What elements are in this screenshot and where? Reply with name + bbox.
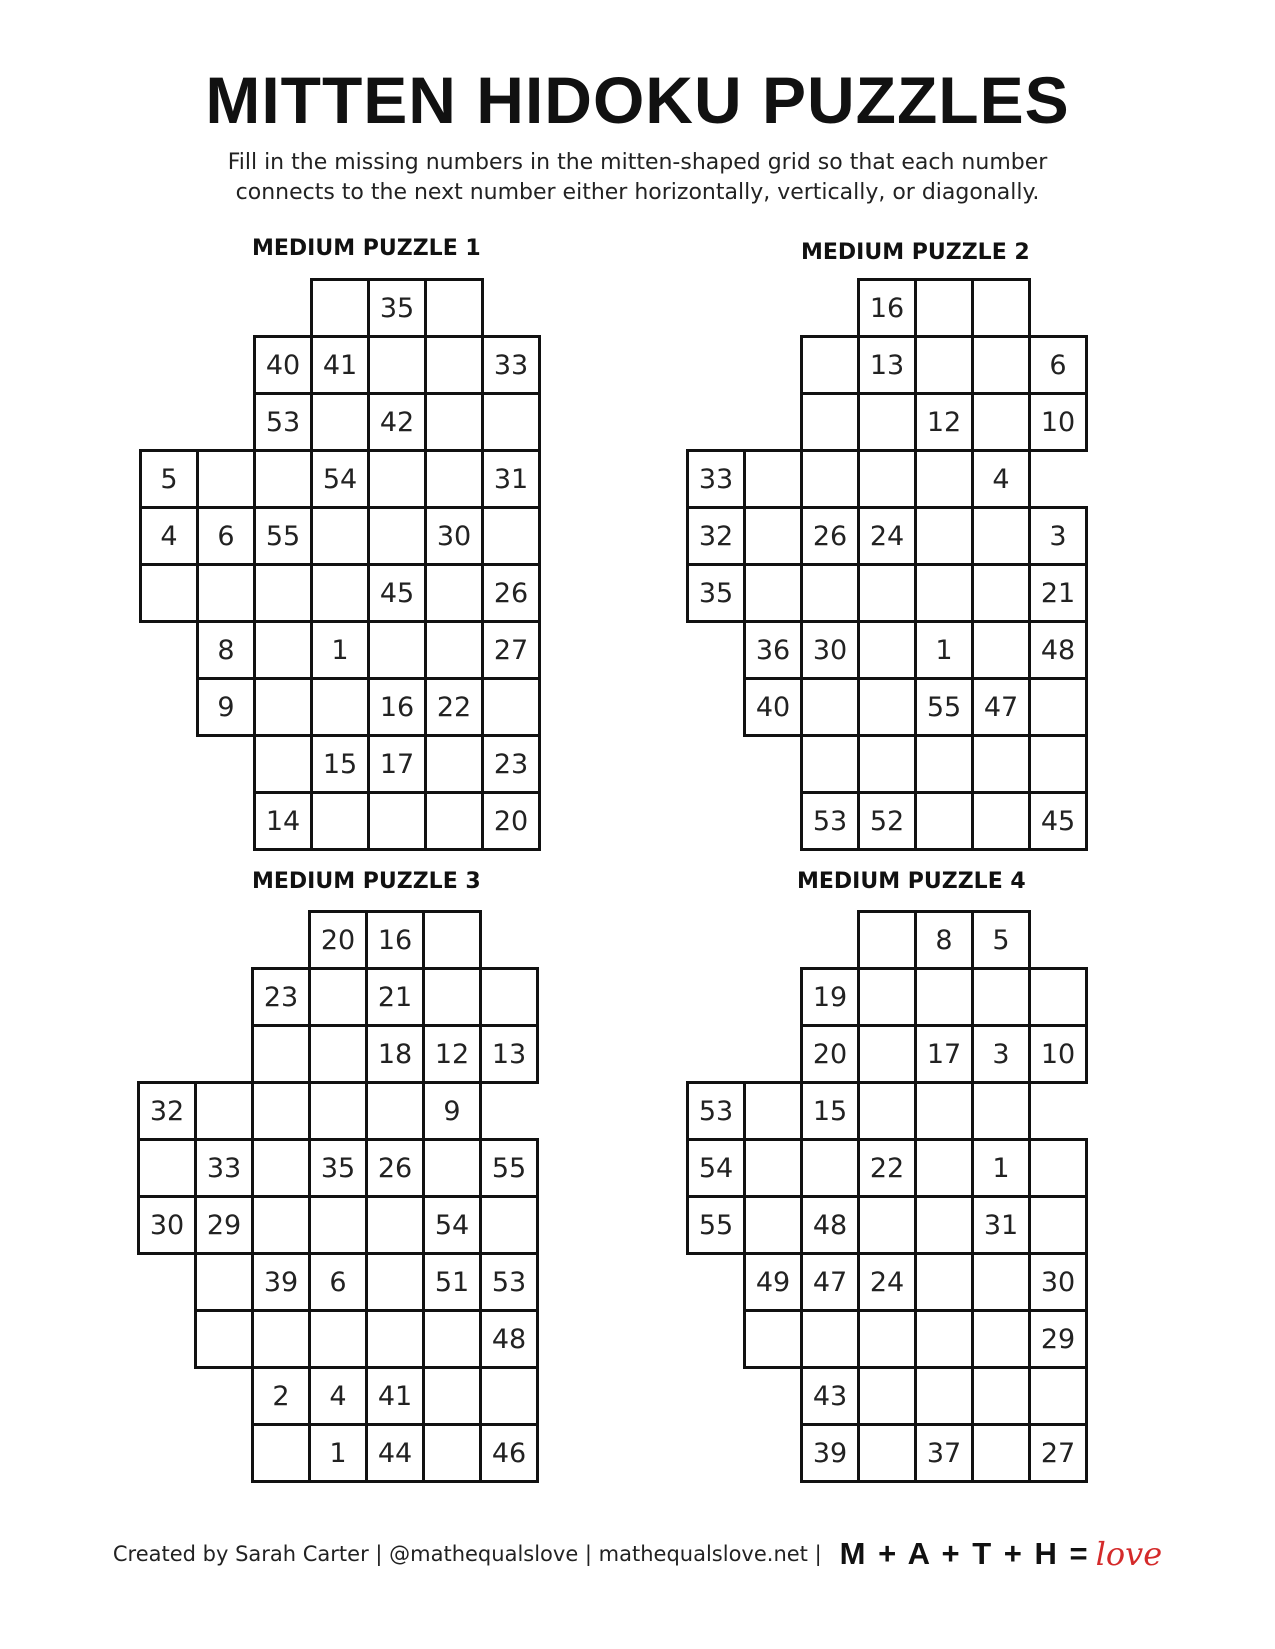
puzzle-2-cell[interactable] [914,563,974,623]
puzzle-3-cell[interactable]: 18 [365,1024,425,1084]
puzzle-1-cell[interactable] [310,677,370,737]
footer [0,1534,1275,1574]
puzzle-1-cell[interactable] [310,278,370,338]
puzzle-2-cell[interactable]: 12 [914,392,974,452]
puzzle-3-cell[interactable] [308,1195,368,1255]
puzzle-3-cell[interactable] [308,1309,368,1369]
puzzle-1-cell[interactable]: 9 [196,677,256,737]
puzzle-1-cell[interactable] [310,791,370,851]
puzzle-2-cell[interactable] [971,620,1031,680]
puzzle-1-cell[interactable]: 22 [424,677,484,737]
puzzle-4-cell[interactable] [914,1309,974,1369]
puzzle-3-cell[interactable]: 4 [308,1366,368,1426]
puzzle-3-cell[interactable]: 46 [479,1423,539,1483]
puzzle-3-cell[interactable] [194,1252,254,1312]
puzzle-2-cell[interactable] [914,335,974,395]
puzzle-1-cell[interactable] [253,734,313,794]
puzzle-4-cell[interactable] [971,1252,1031,1312]
puzzle-4-cell[interactable] [857,1309,917,1369]
puzzle-3-cell[interactable]: 41 [365,1366,425,1426]
puzzle-4-cell[interactable]: 27 [1028,1423,1088,1483]
puzzle-1-cell[interactable] [481,506,541,566]
puzzle-4-cell[interactable] [971,1366,1031,1426]
puzzle-2-cell[interactable] [971,734,1031,794]
puzzle-2-cell[interactable]: 55 [914,677,974,737]
puzzle-1-cell[interactable] [367,506,427,566]
puzzle-1-title: MEDIUM PUZZLE 1 [252,236,481,261]
puzzle-4-cell[interactable]: 22 [857,1138,917,1198]
puzzle-2-cell[interactable] [857,734,917,794]
puzzle-4-cell[interactable]: 10 [1028,1024,1088,1084]
puzzle-3-cell[interactable] [251,1309,311,1369]
puzzle-1-cell[interactable] [367,335,427,395]
puzzle-2-cell[interactable]: 24 [857,506,917,566]
puzzle-2-cell[interactable] [743,563,803,623]
puzzle-4-cell[interactable]: 19 [800,967,860,1027]
puzzle-4-cell[interactable] [914,1138,974,1198]
puzzle-2-cell[interactable] [743,449,803,509]
puzzle-4-cell[interactable] [800,1138,860,1198]
puzzle-1-cell[interactable]: 31 [481,449,541,509]
puzzle-2-cell[interactable] [914,791,974,851]
puzzle-4-cell[interactable] [971,967,1031,1027]
puzzle-4-cell[interactable] [743,1138,803,1198]
puzzle-3-cell[interactable]: 54 [422,1195,482,1255]
puzzle-3-cell[interactable] [422,1309,482,1369]
puzzle-2-cell[interactable] [914,449,974,509]
puzzle-1-cell[interactable] [196,563,256,623]
puzzle-3-cell[interactable]: 2 [251,1366,311,1426]
puzzle-3-cell[interactable] [365,1081,425,1141]
puzzle-1-cell[interactable]: 1 [310,620,370,680]
puzzle-2-cell[interactable] [800,449,860,509]
puzzle-1-cell[interactable]: 20 [481,791,541,851]
puzzle-4-cell[interactable]: 47 [800,1252,860,1312]
puzzle-1-cell[interactable] [424,278,484,338]
puzzle-2-cell[interactable]: 1 [914,620,974,680]
puzzle-3-cell[interactable] [251,1423,311,1483]
puzzle-2-cell[interactable] [800,563,860,623]
puzzle-3-cell[interactable] [365,1309,425,1369]
puzzle-3-cell[interactable] [251,1138,311,1198]
puzzle-4-cell[interactable] [914,1366,974,1426]
puzzle-3-cell[interactable]: 35 [308,1138,368,1198]
puzzle-2-cell[interactable] [914,734,974,794]
puzzle-4-cell[interactable]: 49 [743,1252,803,1312]
puzzle-2-cell[interactable]: 26 [800,506,860,566]
puzzle-1-cell[interactable]: 8 [196,620,256,680]
puzzle-3-cell[interactable]: 1 [308,1423,368,1483]
puzzle-1-cell[interactable]: 41 [310,335,370,395]
puzzle-2-cell[interactable] [971,506,1031,566]
puzzle-3-cell[interactable] [365,1252,425,1312]
puzzle-2-cell[interactable] [1028,734,1088,794]
puzzle-1-cell[interactable] [367,791,427,851]
puzzle-1-cell[interactable] [253,563,313,623]
puzzle-3-cell[interactable] [479,967,539,1027]
puzzle-2-cell[interactable]: 47 [971,677,1031,737]
puzzle-2-cell[interactable] [914,278,974,338]
page-title: MITTEN HIDOKU PUZZLES [205,63,1070,137]
brand-love-script: love [1095,1535,1163,1573]
puzzle-1-cell[interactable]: 27 [481,620,541,680]
puzzle-2-cell[interactable] [857,563,917,623]
puzzle-1-cell[interactable]: 4 [139,506,199,566]
puzzle-4-cell[interactable] [1028,1366,1088,1426]
puzzle-4-cell[interactable]: 54 [686,1138,746,1198]
puzzle-2-cell[interactable]: 10 [1028,392,1088,452]
puzzle-1-cell[interactable] [310,506,370,566]
puzzle-2-cell[interactable] [971,335,1031,395]
puzzle-4-cell[interactable]: 55 [686,1195,746,1255]
puzzle-3-cell[interactable]: 9 [422,1081,482,1141]
puzzle-4-cell[interactable]: 53 [686,1081,746,1141]
puzzle-3-cell[interactable] [251,1195,311,1255]
puzzle-1-cell[interactable]: 23 [481,734,541,794]
puzzle-1-cell[interactable]: 5 [139,449,199,509]
puzzle-1-cell[interactable] [481,392,541,452]
puzzle-3-cell[interactable] [422,967,482,1027]
puzzle-2-cell[interactable] [914,506,974,566]
puzzle-3-cell[interactable]: 51 [422,1252,482,1312]
puzzle-4-cell[interactable] [857,1423,917,1483]
puzzle-1-cell[interactable]: 33 [481,335,541,395]
puzzle-4-cell[interactable] [914,967,974,1027]
puzzle-1-cell[interactable]: 42 [367,392,427,452]
puzzle-1-cell[interactable]: 54 [310,449,370,509]
puzzle-3-cell[interactable]: 32 [137,1081,197,1141]
puzzle-3-cell[interactable] [422,1138,482,1198]
puzzle-4-cell[interactable]: 8 [914,910,974,970]
puzzle-1-cell[interactable] [367,449,427,509]
puzzle-4-cell[interactable] [1028,1195,1088,1255]
puzzle-1-cell[interactable] [253,449,313,509]
puzzle-4-cell[interactable] [800,1309,860,1369]
puzzle-2-cell[interactable]: 6 [1028,335,1088,395]
puzzle-3-cell[interactable]: 13 [479,1024,539,1084]
puzzle-4-cell[interactable] [857,910,917,970]
puzzle-4-title: MEDIUM PUZZLE 4 [797,869,1026,894]
puzzle-1-cell[interactable] [481,677,541,737]
puzzle-1-cell[interactable]: 6 [196,506,256,566]
puzzle-2-cell[interactable] [800,734,860,794]
puzzle-2-cell[interactable]: 16 [857,278,917,338]
puzzle-2-cell[interactable]: 33 [686,449,746,509]
puzzle-2-cell[interactable]: 40 [743,677,803,737]
puzzle-1-cell[interactable] [424,563,484,623]
puzzle-3-cell[interactable] [479,1195,539,1255]
puzzle-4-cell[interactable]: 5 [971,910,1031,970]
puzzle-2-cell[interactable]: 52 [857,791,917,851]
puzzle-4-cell[interactable]: 37 [914,1423,974,1483]
puzzle-3-cell[interactable]: 16 [365,910,425,970]
puzzle-1-cell[interactable]: 14 [253,791,313,851]
puzzle-2-cell[interactable]: 13 [857,335,917,395]
instructions-line-1: Fill in the missing numbers in the mitten-shaped grid so that each number [227,150,1048,175]
puzzle-1-cell[interactable] [253,677,313,737]
puzzle-2-cell[interactable] [800,677,860,737]
puzzle-4-cell[interactable] [1028,967,1088,1027]
puzzle-1-cell[interactable]: 53 [253,392,313,452]
puzzle-1-cell[interactable] [424,620,484,680]
instructions-line-2: connects to the next number either horizontally, vertically, or diagonally. [235,180,1040,205]
puzzle-4-cell[interactable] [971,1423,1031,1483]
puzzle-3-cell[interactable]: 53 [479,1252,539,1312]
puzzle-2-cell[interactable] [971,791,1031,851]
puzzle-1-cell[interactable] [139,563,199,623]
puzzle-3-cell[interactable]: 23 [251,967,311,1027]
puzzle-4-cell[interactable] [857,1081,917,1141]
puzzle-1-cell[interactable] [310,563,370,623]
puzzle-2-cell[interactable] [800,392,860,452]
puzzle-4-cell[interactable] [914,1252,974,1312]
puzzle-3-cell[interactable] [137,1138,197,1198]
puzzle-1-cell[interactable] [424,791,484,851]
puzzle-4-cell[interactable]: 43 [800,1366,860,1426]
footer-credit: Created by Sarah Carter | @mathequalslove | mathequalslove.net | [112,1542,822,1566]
puzzle-4-cell[interactable]: 39 [800,1423,860,1483]
puzzle-1-cell[interactable] [253,620,313,680]
puzzle-2-cell[interactable]: 32 [686,506,746,566]
puzzle-2-cell[interactable]: 4 [971,449,1031,509]
puzzle-2-title: MEDIUM PUZZLE 2 [801,240,1030,265]
puzzle-4-cell[interactable]: 48 [800,1195,860,1255]
puzzle-2-cell[interactable] [800,335,860,395]
puzzle-4-cell[interactable]: 24 [857,1252,917,1312]
puzzle-1-cell[interactable]: 30 [424,506,484,566]
puzzle-2-cell[interactable] [971,563,1031,623]
puzzle-2-cell[interactable]: 21 [1028,563,1088,623]
puzzle-3-cell[interactable]: 55 [479,1138,539,1198]
puzzle-4-cell[interactable]: 31 [971,1195,1031,1255]
puzzle-3-cell[interactable] [479,1366,539,1426]
puzzle-3-cell[interactable]: 26 [365,1138,425,1198]
puzzle-4-cell[interactable] [914,1081,974,1141]
puzzle-4-cell[interactable] [857,1195,917,1255]
puzzle-2-cell[interactable]: 53 [800,791,860,851]
instructions [140,148,1135,208]
puzzle-4-cell[interactable] [857,1024,917,1084]
puzzle-1-cell[interactable] [310,392,370,452]
puzzle-4-cell[interactable] [971,1309,1031,1369]
puzzle-3-cell[interactable]: 48 [479,1309,539,1369]
puzzle-4-cell[interactable] [971,1081,1031,1141]
puzzle-4-cell[interactable] [857,1366,917,1426]
puzzle-2-cell[interactable] [857,392,917,452]
puzzle-4-cell[interactable]: 3 [971,1024,1031,1084]
puzzle-4-cell[interactable] [743,1081,803,1141]
puzzle-3-cell[interactable] [422,1423,482,1483]
puzzle-2-cell[interactable] [857,620,917,680]
puzzle-3-cell[interactable] [308,967,368,1027]
puzzle-4-cell[interactable] [914,1195,974,1255]
puzzle-2-cell[interactable]: 30 [800,620,860,680]
puzzle-3-cell[interactable]: 39 [251,1252,311,1312]
puzzle-2-cell[interactable] [971,278,1031,338]
puzzle-4-cell[interactable]: 15 [800,1081,860,1141]
puzzle-3-cell[interactable] [194,1081,254,1141]
puzzle-4-cell[interactable] [743,1309,803,1369]
puzzle-1-cell[interactable]: 15 [310,734,370,794]
puzzle-1-cell[interactable]: 16 [367,677,427,737]
puzzle-4-cell[interactable]: 29 [1028,1309,1088,1369]
puzzle-3-cell[interactable]: 21 [365,967,425,1027]
puzzle-2-cell[interactable] [857,449,917,509]
puzzle-2-cell[interactable]: 3 [1028,506,1088,566]
puzzle-2-cell[interactable]: 48 [1028,620,1088,680]
puzzle-1-cell[interactable] [424,449,484,509]
puzzle-1-cell[interactable]: 17 [367,734,427,794]
puzzle-4-cell[interactable]: 30 [1028,1252,1088,1312]
puzzle-4-cell[interactable] [743,1195,803,1255]
puzzle-1-cell[interactable] [424,734,484,794]
puzzle-3-cell[interactable]: 30 [137,1195,197,1255]
puzzle-2-cell[interactable] [971,392,1031,452]
puzzle-3-cell[interactable] [251,1081,311,1141]
puzzle-1-cell[interactable]: 45 [367,563,427,623]
puzzle-1-cell[interactable] [424,392,484,452]
brand-logo: M + A + T + H = [839,1536,1090,1571]
puzzle-3-cell[interactable] [422,1366,482,1426]
puzzle-3-cell[interactable]: 6 [308,1252,368,1312]
puzzle-3-cell[interactable]: 29 [194,1195,254,1255]
puzzle-2-cell[interactable] [857,677,917,737]
puzzle-3-cell[interactable]: 12 [422,1024,482,1084]
puzzle-3-cell[interactable] [365,1195,425,1255]
puzzle-4-cell[interactable] [1028,1138,1088,1198]
puzzle-2-cell[interactable] [743,506,803,566]
puzzle-4-cell[interactable]: 20 [800,1024,860,1084]
puzzle-3-cell[interactable] [194,1309,254,1369]
puzzle-4-cell[interactable]: 1 [971,1138,1031,1198]
puzzle-1-cell[interactable]: 40 [253,335,313,395]
puzzle-1-cell[interactable] [367,620,427,680]
puzzle-3-cell[interactable] [422,910,482,970]
puzzle-3-cell[interactable]: 33 [194,1138,254,1198]
puzzle-1-cell[interactable] [196,449,256,509]
puzzle-2-cell[interactable] [1028,677,1088,737]
puzzle-3-title: MEDIUM PUZZLE 3 [252,869,481,894]
puzzle-2-cell[interactable]: 45 [1028,791,1088,851]
puzzle-3-cell[interactable]: 44 [365,1423,425,1483]
puzzle-4-cell[interactable]: 17 [914,1024,974,1084]
puzzle-2-cell[interactable]: 35 [686,563,746,623]
puzzle-1-cell[interactable]: 55 [253,506,313,566]
puzzle-1-cell[interactable] [424,335,484,395]
puzzle-2-cell[interactable]: 36 [743,620,803,680]
puzzle-4-cell[interactable] [857,967,917,1027]
puzzle-3-cell[interactable]: 20 [308,910,368,970]
puzzle-3-cell[interactable] [251,1024,311,1084]
puzzle-3-cell[interactable] [308,1024,368,1084]
puzzle-3-cell[interactable] [308,1081,368,1141]
puzzle-1-cell[interactable]: 35 [367,278,427,338]
puzzle-1-cell[interactable]: 26 [481,563,541,623]
